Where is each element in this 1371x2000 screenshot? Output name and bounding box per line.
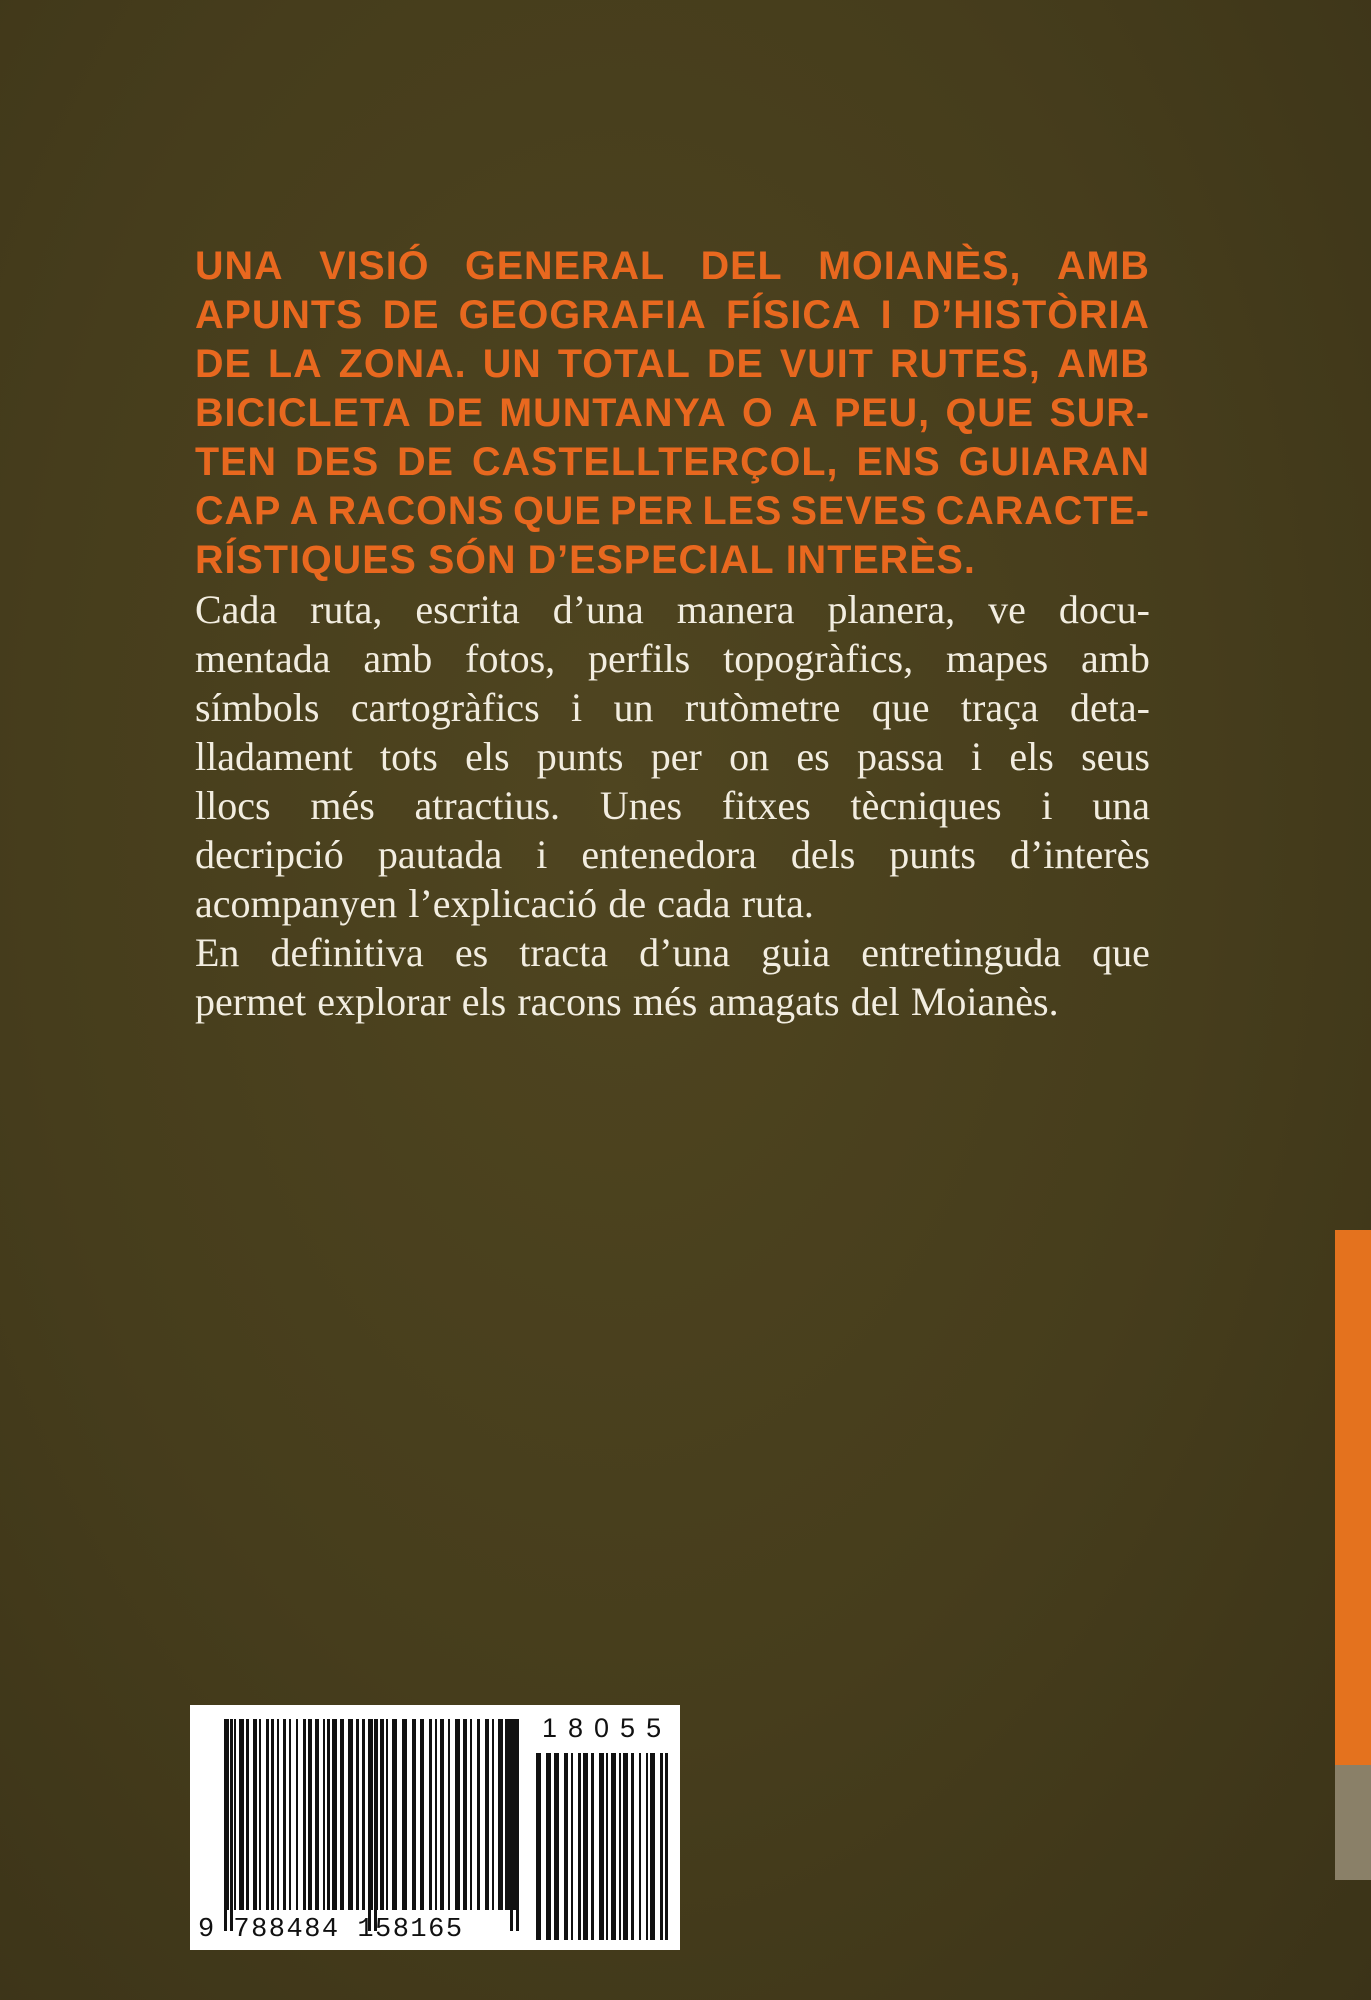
word: CAP [195, 489, 282, 533]
headline-line [195, 536, 1150, 585]
blurb-paragraph-2 [195, 928, 1150, 1026]
barcode-bar [646, 1753, 648, 1940]
word: fotos, [465, 636, 556, 681]
word: BICICLETA [195, 391, 412, 435]
word: planera, [827, 587, 956, 632]
barcode-bar [392, 1719, 397, 1910]
word: UN [482, 342, 542, 386]
word: LES [702, 489, 783, 533]
word: DE [195, 342, 252, 386]
barcode-bar [296, 1719, 298, 1910]
word: TOTAL [557, 342, 691, 386]
word: DE [397, 440, 454, 484]
blurb-headline [195, 242, 1150, 585]
word: A [289, 489, 320, 533]
word: de [608, 881, 647, 926]
word: QUE [945, 391, 1035, 435]
word: una [1092, 783, 1150, 828]
barcode-bar [660, 1753, 663, 1940]
barcode-bar [477, 1719, 480, 1910]
headline-line [195, 291, 1150, 340]
barcode-bar [386, 1719, 388, 1910]
word: més [632, 979, 698, 1024]
barcode-bar [619, 1753, 621, 1940]
word: deta- [1069, 685, 1150, 730]
word: símbols [195, 685, 320, 730]
word: ENS [856, 440, 941, 484]
word: del [850, 979, 900, 1024]
barcode-bar [463, 1719, 467, 1910]
word: els [465, 734, 510, 779]
spine-orange-band [1335, 1230, 1371, 1765]
barcode-bar [429, 1719, 432, 1910]
word: entenedora [581, 832, 757, 877]
word: SUR- [1049, 391, 1150, 435]
word: d’una [639, 930, 731, 975]
barcode-bar [440, 1719, 444, 1910]
barcode-bar [412, 1719, 416, 1910]
word: DES [294, 440, 380, 484]
barcode-bar [277, 1719, 279, 1910]
word: amb [1081, 636, 1150, 681]
barcode-bar [362, 1719, 365, 1910]
word: GENERAL [464, 244, 666, 288]
barcode-bar [650, 1753, 655, 1940]
headline-line [195, 438, 1150, 487]
word: i [536, 832, 548, 877]
word: RACONS [327, 489, 505, 533]
word: racons [517, 979, 622, 1024]
paragraph-line [195, 683, 1150, 732]
barcode-bar [505, 1719, 510, 1910]
barcode-bar [470, 1719, 472, 1910]
word: cada [657, 881, 731, 926]
barcode-bar [492, 1719, 494, 1910]
barcode-bar [315, 1719, 319, 1910]
word: permet [195, 979, 307, 1024]
word: acompanyen [195, 881, 398, 926]
word: TEN [195, 440, 277, 484]
word: DEL [700, 244, 783, 288]
barcode-addon-digits: 18055 [542, 1713, 673, 1743]
word: guia [761, 930, 831, 975]
barcode-bar [564, 1753, 568, 1940]
word: ZONA. [338, 342, 467, 386]
word: VUIT [779, 342, 874, 386]
word: PER [609, 489, 695, 533]
barcode-bar [323, 1719, 325, 1910]
barcode-guard-bar [368, 1719, 371, 1931]
word: els [461, 979, 507, 1024]
spine-grey-band [1335, 1765, 1371, 1880]
word: topogràfics, [723, 636, 914, 681]
barcode-bar [246, 1719, 249, 1910]
word: escrita [415, 587, 520, 632]
word: SÓN [427, 538, 517, 582]
word: MUNTANYA [499, 391, 727, 435]
word: i [571, 685, 583, 730]
word: FÍSICA [725, 293, 862, 337]
word: ruta, [310, 587, 383, 632]
word: que [871, 685, 930, 730]
word: explorar [317, 979, 451, 1024]
word: APUNTS [195, 293, 364, 337]
barcode-bar [571, 1753, 573, 1940]
paragraph-line [195, 585, 1150, 634]
word: punts [889, 832, 976, 877]
barcode-bar [611, 1753, 616, 1940]
word: DE [706, 342, 764, 386]
word: MOIANÈS, [818, 244, 1022, 288]
word: passa [857, 734, 944, 779]
word: un [613, 685, 654, 730]
barcode-bar [554, 1753, 559, 1940]
headline-line [195, 340, 1150, 389]
word: tècniques [850, 783, 1002, 828]
word: DE [382, 293, 440, 337]
barcode-bar [327, 1719, 330, 1910]
word: es [454, 930, 489, 975]
paragraph-line [195, 732, 1150, 781]
barcode-guard-bar [224, 1719, 227, 1931]
paragraph-line [195, 830, 1150, 879]
word: mentada [195, 636, 331, 681]
word: GEOGRAFIA [458, 293, 707, 337]
barcode-bar [435, 1719, 437, 1910]
word: amagats [708, 979, 840, 1024]
barcode-bar [332, 1719, 337, 1910]
barcode-bar [591, 1753, 594, 1940]
barcode-bar [623, 1753, 628, 1940]
word: O [742, 391, 774, 435]
word: punts [536, 734, 624, 779]
word: D’HISTÒRIA [911, 293, 1150, 337]
barcode-bar [665, 1753, 668, 1940]
barcode-bar [234, 1719, 236, 1910]
barcode-bar [356, 1719, 359, 1910]
barcode-bar [485, 1719, 489, 1910]
barcode-bar [266, 1719, 269, 1910]
word: i [970, 734, 983, 779]
word: d’interès [1009, 832, 1150, 877]
word: Cada [195, 587, 278, 632]
word: pautada [377, 832, 503, 877]
word: INTERÈS. [785, 538, 976, 582]
word: que [1092, 930, 1150, 975]
barcode-bar [348, 1719, 353, 1910]
barcode-guard-bar [516, 1719, 519, 1931]
word: ve [988, 587, 1026, 632]
word: decripció [195, 832, 344, 877]
word: GUIARAN [958, 440, 1150, 484]
barcode-bar [271, 1719, 274, 1910]
word: CARACTE- [935, 489, 1150, 533]
word: amb [363, 636, 433, 681]
word: seus [1081, 734, 1150, 779]
word: docu- [1058, 587, 1150, 632]
barcode-guard-bar [510, 1719, 513, 1931]
blurb-paragraph-1 [195, 585, 1150, 928]
word: manera [676, 587, 795, 632]
barcode-bar [536, 1753, 541, 1940]
barcode-bar [259, 1719, 261, 1910]
word: DE [427, 391, 484, 435]
word: D’ESPECIAL [527, 538, 775, 582]
headline-line [195, 389, 1150, 438]
barcode-bar [253, 1719, 257, 1910]
barcode-bar [402, 1719, 407, 1910]
word: tracta [519, 930, 609, 975]
word: per [650, 734, 702, 779]
word: En [195, 930, 240, 975]
word: on [729, 734, 770, 779]
barcode-bar [606, 1753, 608, 1940]
word: traça [960, 685, 1039, 730]
word: rutòmetre [684, 685, 841, 730]
word: d’una [552, 587, 644, 632]
word: RUTES, [890, 342, 1041, 386]
word: AMB [1056, 244, 1150, 288]
word: llocs [195, 783, 271, 828]
word: mapes [945, 636, 1049, 681]
word: I [880, 293, 893, 337]
barcode-bar [289, 1719, 291, 1910]
barcode-bar [380, 1719, 384, 1910]
word: QUE [513, 489, 602, 533]
word: LA [267, 342, 323, 386]
word: dels [790, 832, 856, 877]
word: perfils [588, 636, 691, 681]
barcode-bar [303, 1719, 306, 1910]
word: PEU, [833, 391, 931, 435]
barcode-isbn-digits: 9 788484 158165 [198, 1915, 464, 1945]
paragraph-line [195, 977, 1150, 1026]
word: atractius. [414, 783, 561, 828]
word: RÍSTIQUES [195, 538, 417, 582]
word: Unes [599, 783, 683, 828]
word: l’explicació [408, 881, 598, 926]
word: més [310, 783, 375, 828]
paragraph-line [195, 781, 1150, 830]
barcode-bar [546, 1753, 551, 1940]
barcode-bar [448, 1719, 450, 1910]
barcode-bar [420, 1719, 424, 1910]
paragraph-line [195, 928, 1150, 977]
barcode-bar [283, 1719, 286, 1910]
word: VISIÓ [319, 244, 430, 288]
word: fitxes [721, 783, 811, 828]
barcode-bar [631, 1753, 634, 1940]
word: ruta. [741, 881, 814, 926]
word: SEVES [790, 489, 928, 533]
word: definitiva [270, 930, 424, 975]
barcode-guard-bar [230, 1719, 233, 1931]
word: es [796, 734, 830, 779]
barcode-bar [239, 1719, 244, 1910]
word: A [789, 391, 819, 435]
barcode-bar [498, 1719, 503, 1910]
isbn-barcode [190, 1705, 680, 1950]
word: AMB [1056, 342, 1150, 386]
barcode-bar [455, 1719, 460, 1910]
blurb-text-block [195, 242, 1150, 1026]
barcode-bar [578, 1753, 581, 1940]
headline-line [195, 242, 1150, 291]
word: tots [380, 734, 438, 779]
paragraph-line [195, 634, 1150, 683]
barcode-guard-bar [374, 1719, 377, 1931]
word: entretinguda [861, 930, 1062, 975]
barcode-bar [340, 1719, 344, 1910]
word: lladament [195, 734, 353, 779]
word: els [1009, 734, 1054, 779]
barcode-bar [639, 1753, 641, 1940]
word: i [1041, 783, 1053, 828]
word: Moianès. [910, 979, 1059, 1024]
word: CASTELLTERÇOL, [471, 440, 839, 484]
paragraph-line [195, 879, 1150, 928]
barcode-bar [599, 1753, 604, 1940]
barcode-bar [583, 1753, 588, 1940]
headline-line [195, 487, 1150, 536]
barcode-bar [308, 1719, 312, 1910]
word: cartogràfics [350, 685, 540, 730]
word: UNA [195, 244, 284, 288]
